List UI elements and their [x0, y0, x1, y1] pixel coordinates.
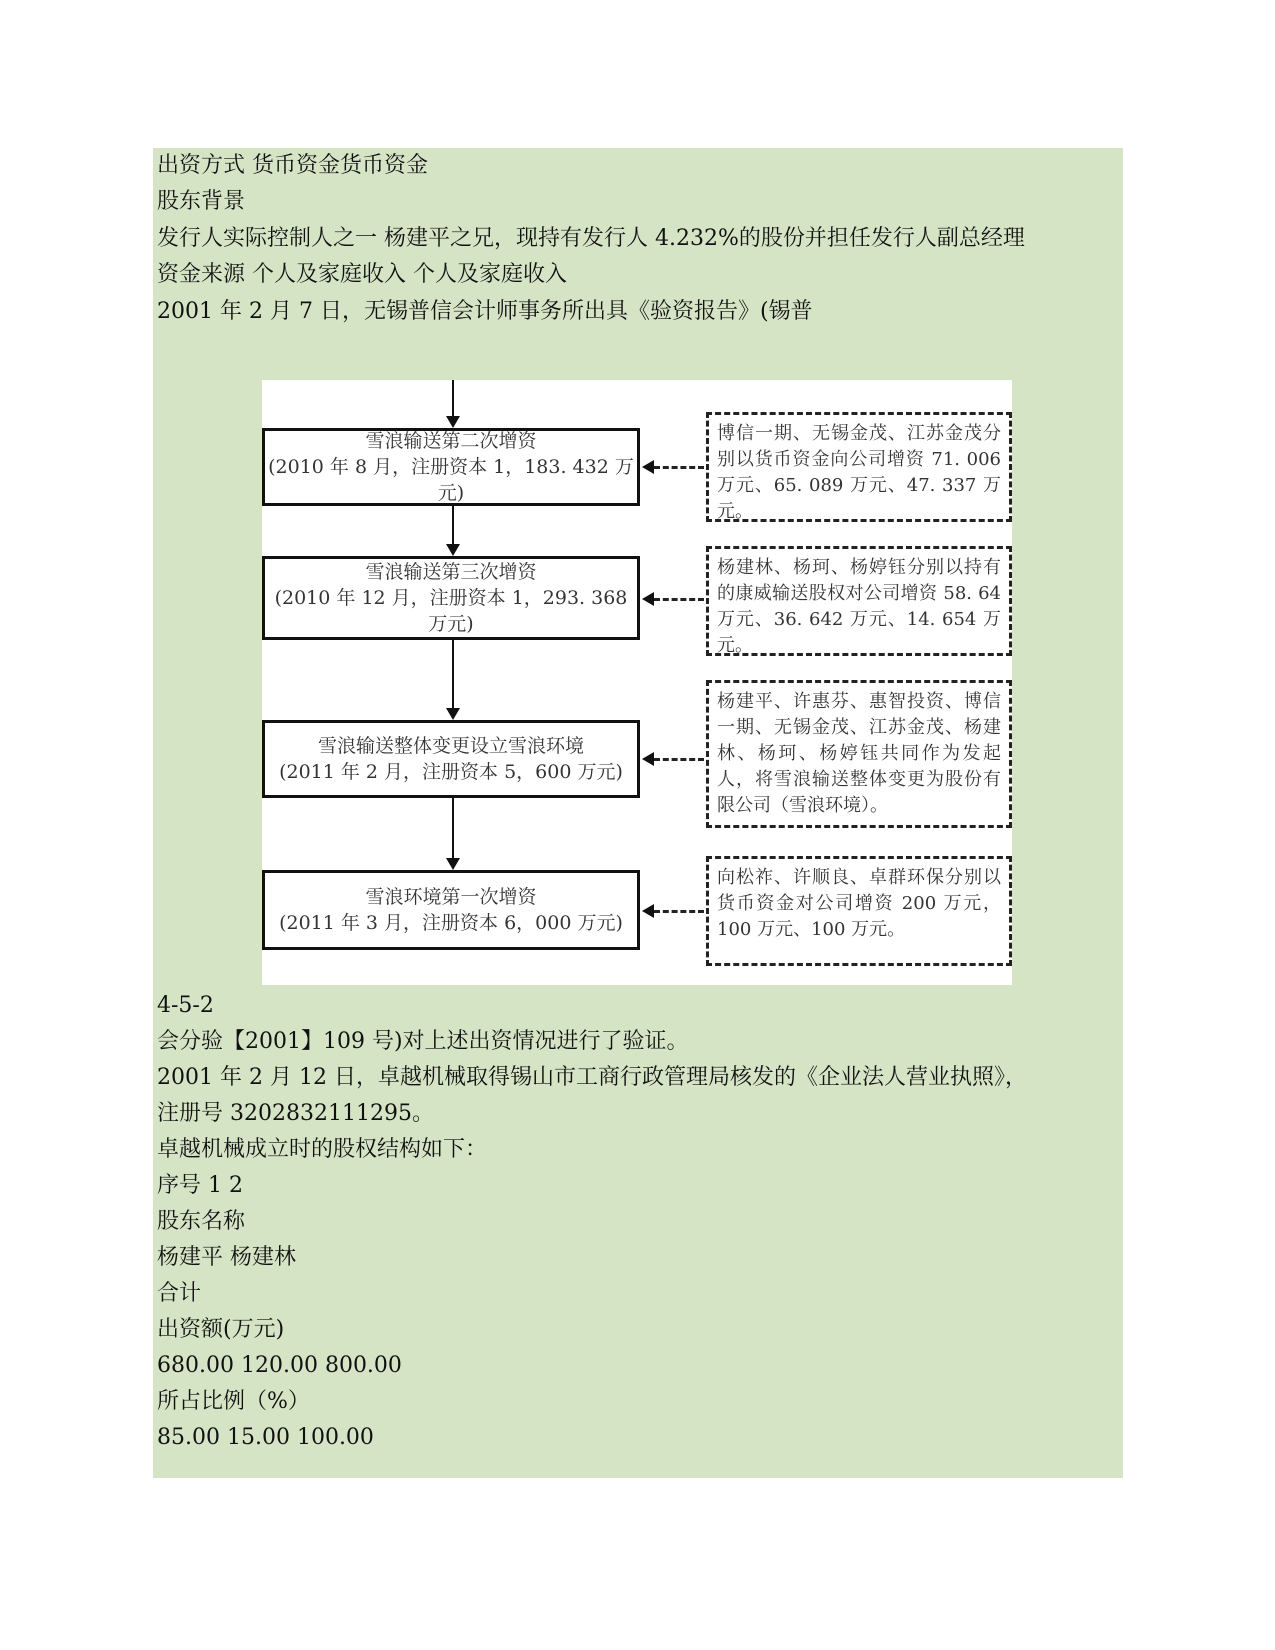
capital-increase-flowchart	[262, 380, 1012, 985]
flow-step-title: 雪浪环境第一次增资	[365, 886, 537, 908]
text-line-shareholder-background-label: 股东背景	[157, 189, 246, 214]
flow-step-detail: (2010 年 12 月，注册资本 1，293. 368 万元)	[274, 587, 628, 635]
text-line-shareholder-background: 发行人实际控制人之一 杨建平之兄，现持有发行人 4.232%的股份并担任发行人副总经理	[157, 226, 1025, 251]
text-line-registration-number: 注册号 3202832111295。	[157, 1101, 434, 1126]
text-line-equity-intro: 卓越机械成立时的股权结构如下：	[157, 1137, 488, 1162]
text-line-shareholder-name-label: 股东名称	[157, 1209, 246, 1234]
flow-connector	[452, 798, 454, 860]
text-line-total-label: 合计	[157, 1281, 202, 1306]
text-line-funding-source: 资金来源 个人及家庭收入 个人及家庭收入	[157, 262, 567, 287]
arrow-down-icon	[446, 544, 460, 556]
dashed-connector	[654, 598, 704, 601]
flow-step-detail: (2011 年 3 月，注册资本 6，000 万元)	[279, 912, 623, 934]
flow-step-conversion	[262, 720, 640, 798]
dashed-connector	[654, 758, 704, 761]
flow-note-second-increase: 博信一期、无锡金茂、江苏金茂分别以货币资金向公司增资 71. 006 万元、65. 089 万元、47. 337 万元。	[706, 412, 1012, 522]
flow-step-first-increase	[262, 870, 640, 950]
dashed-connector	[654, 466, 704, 469]
text-line-verification: 会分验【2001】109 号)对上述出资情况进行了验证。	[157, 1029, 689, 1054]
flow-note-conversion: 杨建平、许惠芬、惠智投资、博信一期、无锡金茂、江苏金茂、杨建林、杨珂、杨婷钰共同作为发起人，将雪浪输送整体变更为股份有限公司（雪浪环境）。	[706, 680, 1012, 828]
text-line-contribution-label: 出资额(万元)	[157, 1317, 285, 1342]
text-line-contribution-values: 680.00 120.00 800.00	[157, 1353, 402, 1378]
text-line-business-license: 2001 年 2 月 12 日，卓越机械取得锡山市工商行政管理局核发的《企业法人营业执照》，	[157, 1065, 1027, 1090]
text-line-ratio-values: 85.00 15.00 100.00	[157, 1425, 374, 1450]
text-line-serial-numbers: 序号 1 2	[157, 1173, 243, 1198]
flow-step-detail: (2011 年 2 月，注册资本 5，600 万元)	[279, 761, 623, 783]
text-line-funding-method: 出资方式 货币资金货币资金	[157, 153, 428, 178]
flow-connector	[452, 380, 454, 418]
dashed-connector	[654, 910, 704, 913]
flow-connector	[452, 506, 454, 546]
text-line-ratio-label: 所占比例（%）	[157, 1389, 310, 1414]
arrow-down-icon	[446, 858, 460, 870]
flow-step-second-increase	[262, 428, 640, 506]
arrow-left-icon	[642, 460, 654, 474]
arrow-down-icon	[446, 416, 460, 428]
flow-connector	[452, 640, 454, 710]
flow-step-detail: (2010 年 8 月，注册资本 1，183. 432 万元)	[268, 456, 634, 504]
text-line-shareholder-names: 杨建平 杨建林	[157, 1245, 296, 1270]
flow-note-first-increase: 向松祚、许顺良、卓群环保分别以货币资金对公司增资 200 万元，100 万元、100 万元。	[706, 856, 1012, 966]
flow-note-third-increase: 杨建林、杨珂、杨婷钰分别以持有的康威输送股权对公司增资 58. 64 万元、36. 642 万元、14. 654 万元。	[706, 546, 1012, 656]
flow-step-title: 雪浪输送第二次增资	[365, 430, 537, 452]
arrow-left-icon	[642, 752, 654, 766]
flow-step-title: 雪浪输送第三次增资	[365, 561, 537, 583]
flow-step-third-increase	[262, 556, 640, 640]
arrow-down-icon	[446, 708, 460, 720]
flow-step-title: 雪浪输送整体变更设立雪浪环境	[317, 735, 584, 757]
text-line-verification-report: 2001 年 2 月 7 日，无锡普信会计师事务所出具《验资报告》(锡普	[157, 299, 813, 324]
arrow-left-icon	[642, 592, 654, 606]
page-number: 4-5-2	[157, 993, 214, 1018]
arrow-left-icon	[642, 904, 654, 918]
